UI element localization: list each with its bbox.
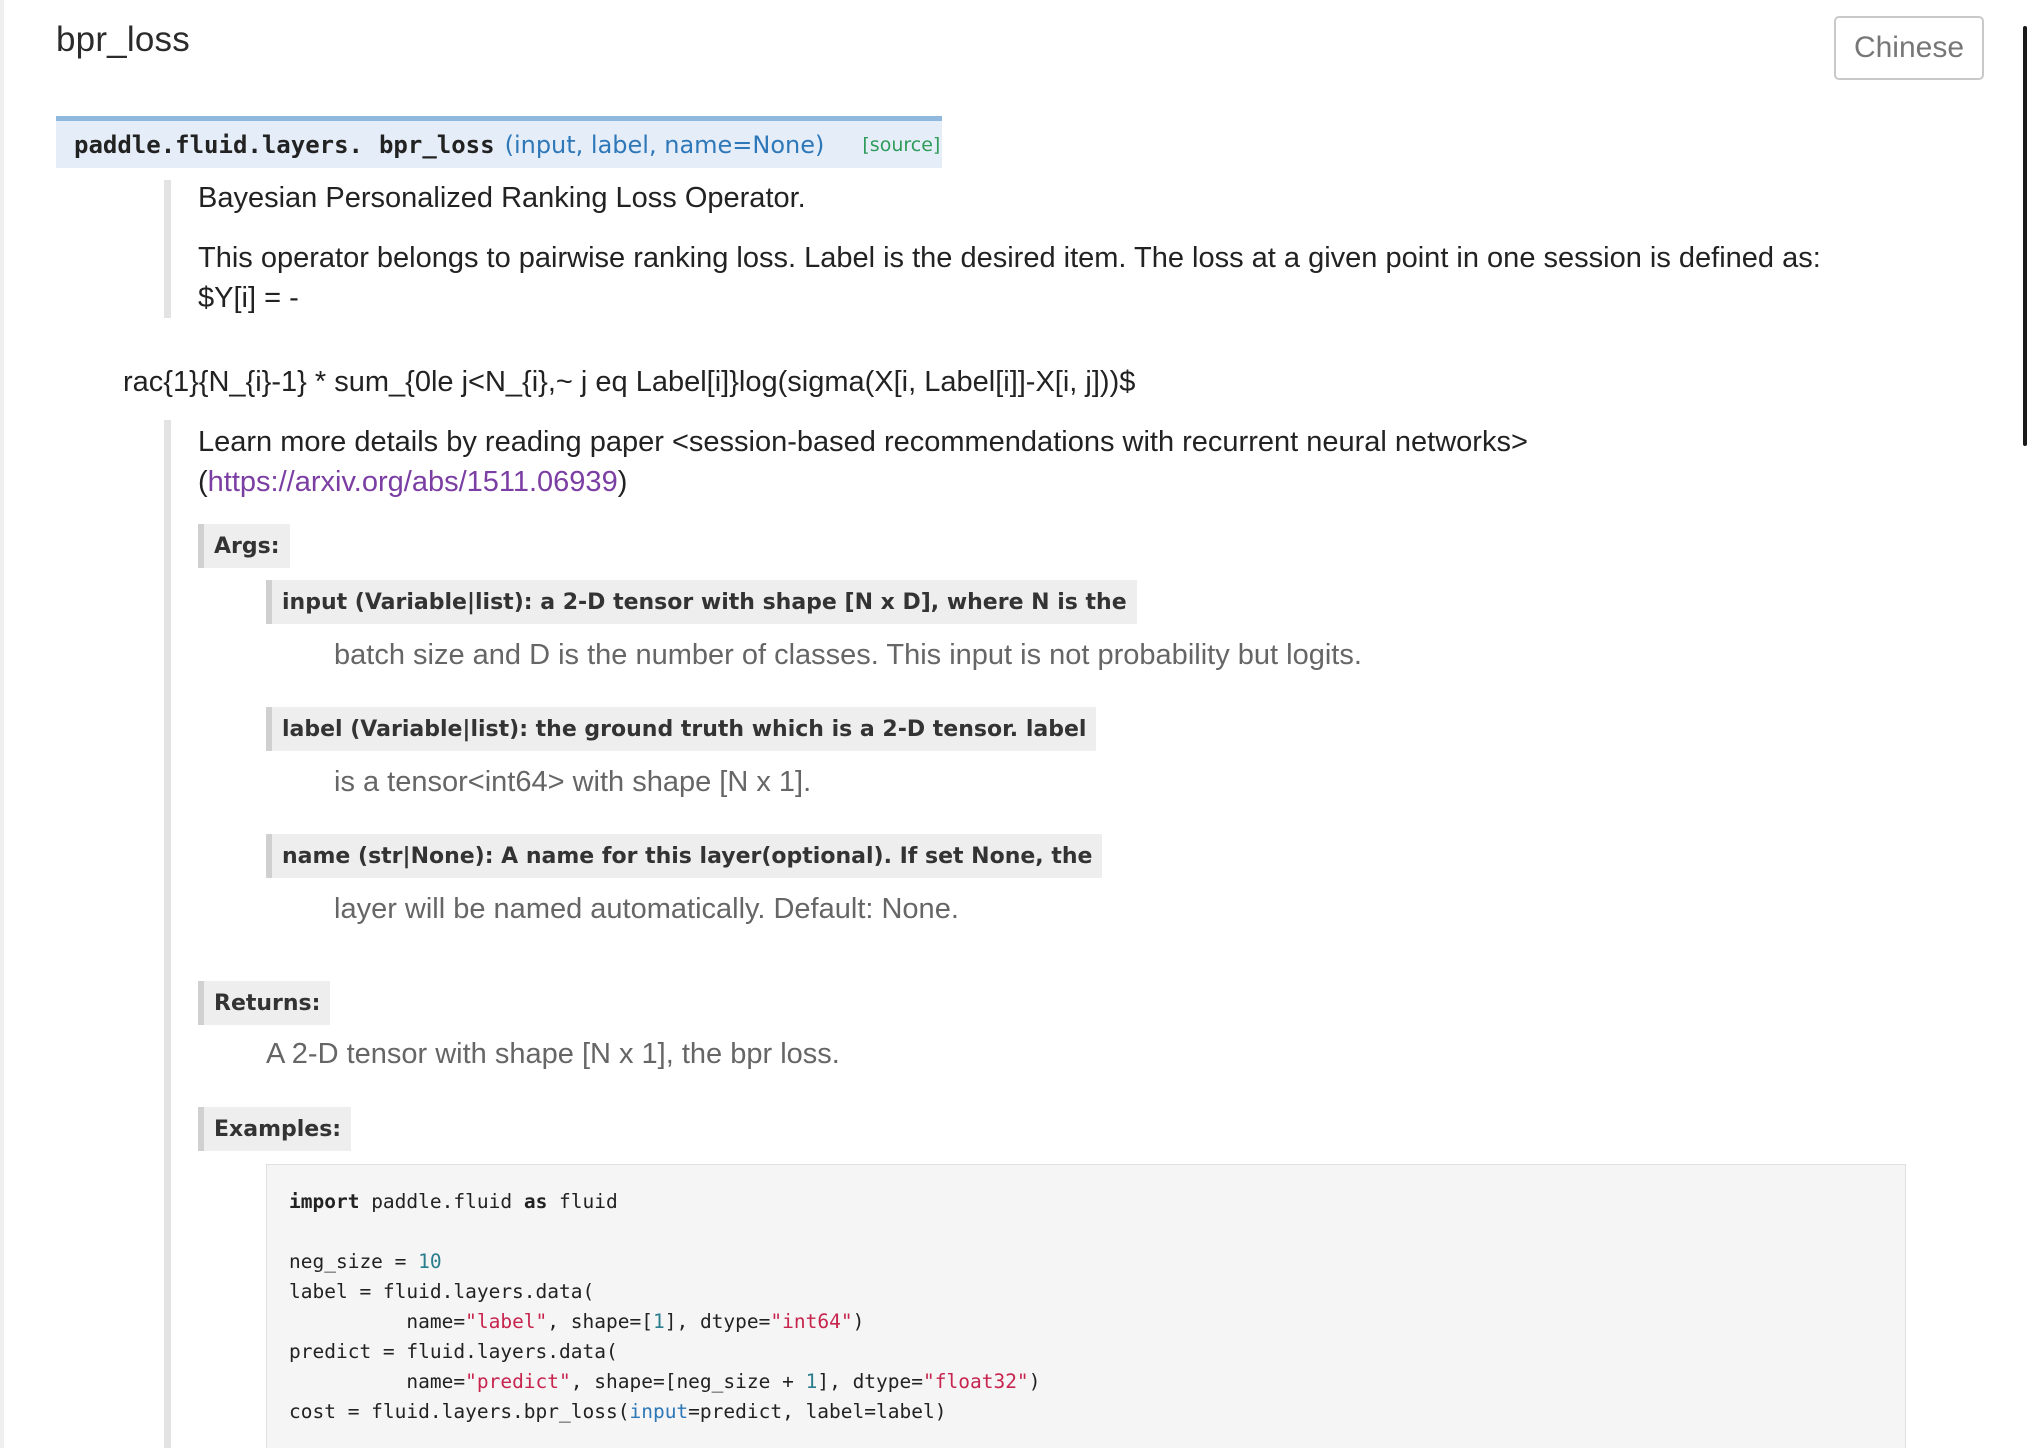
returns-heading: Returns:: [198, 981, 330, 1025]
summary-text: Bayesian Personalized Ranking Loss Operator.: [198, 182, 806, 214]
paper-link[interactable]: https://arxiv.org/abs/1511.06939: [207, 466, 618, 498]
signature-params: (input, label, name=None): [504, 130, 825, 159]
scrollbar[interactable]: [2020, 0, 2034, 1448]
arg-label-label: label (Variable|list): the ground truth which is a 2-D tensor. label: [266, 707, 1096, 751]
learn-more-link-line: [198, 462, 627, 502]
detail-text-line2: $Y[i] = -: [198, 282, 299, 314]
arg-input-text: batch size and D is the number of classes. This input is not probability but logits.: [334, 639, 1362, 671]
code-block: import paddle.fluid as fluid neg_size = 10 label = fluid.layers.data( name="label", shape=[1], dtype="int64") predict = fluid.layers.data( name="predict", shape=[neg_size + 1], dtype="float32") cost = fluid.layers.bpr_loss(input=predict, label=label): [289, 1190, 1041, 1423]
paren-close: ): [617, 466, 628, 498]
arg-name-text: layer will be named automatically. Default: None.: [334, 893, 959, 925]
page-title: bpr_loss: [56, 20, 190, 59]
scrollbar-thumb[interactable]: [2023, 26, 2027, 446]
learn-more-text: Learn more details by reading paper <session-based recommendations with recurrent neural networks>: [198, 426, 1528, 458]
arg-label-text: is a tensor<int64> with shape [N x 1].: [334, 766, 812, 798]
returns-text: A 2-D tensor with shape [N x 1], the bpr loss.: [266, 1038, 840, 1070]
api-signature: [56, 116, 942, 168]
code-example[interactable]: [266, 1164, 1906, 1448]
source-link[interactable]: [source]: [862, 133, 941, 156]
language-switch-button[interactable]: Chinese: [1834, 16, 1984, 80]
arg-name-label: name (str|None): A name for this layer(optional). If set None, the: [266, 834, 1102, 878]
args-heading: Args:: [198, 524, 290, 568]
arg-input-label: input (Variable|list): a 2-D tensor with shape [N x D], where N is the: [266, 580, 1137, 624]
formula-text: rac{1}{N_{i}-1} * sum_{0le j<N_{i},~ j eq Label[i]}log(sigma(X[i, Label[i]]-X[i, j]))$: [123, 366, 1136, 398]
examples-heading: Examples:: [198, 1107, 351, 1151]
signature-function-name: bpr_loss: [378, 130, 495, 159]
page-left-rule: [0, 0, 4, 1448]
paren-open: (: [198, 466, 208, 498]
detail-text-line1: This operator belongs to pairwise ranking loss. Label is the desired item. The loss at a given point in one session is defined as:: [198, 242, 1821, 274]
signature-module: paddle.fluid.layers.: [74, 130, 363, 159]
